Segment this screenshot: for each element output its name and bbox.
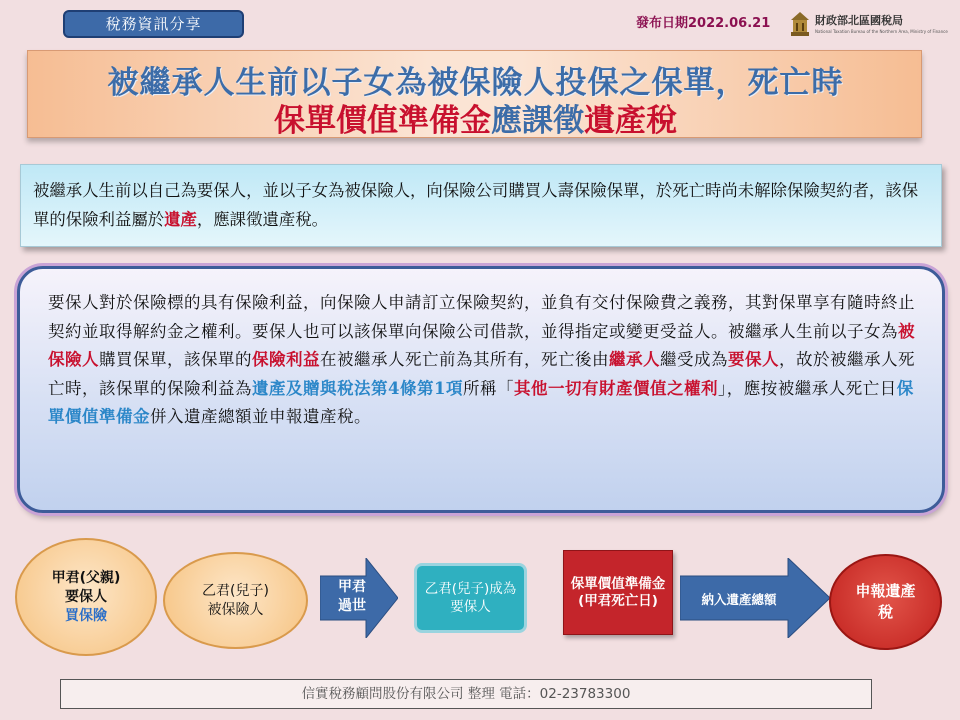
explanation-text: 要保人對於保險標的具有保險利益，向保險人申請訂立保險契約，並負有交付保險費之義務，其對保單享有隨時終止契約並取得解約金之權利。要保人也可以該保單向保險公司借款，並得指定或變更受益人。被繼承人生前以子女為	[48, 293, 915, 341]
explanation-text: 購買保單，該保單的	[99, 350, 252, 370]
flow-son-label: 乙君(兒子)	[202, 582, 269, 599]
flow-include-in-estate: 納入遺產總額	[701, 592, 777, 607]
flow-father-role: 要保人	[65, 588, 107, 605]
agency-name: 財政部北區國稅局	[815, 14, 903, 27]
intro-text-end: ，應課徵遺產稅。	[196, 210, 329, 229]
intro-highlight: 遺產	[164, 210, 197, 229]
title-line-1: 被繼承人生前以子女為被保險人投保之保單，死亡時	[107, 65, 844, 101]
explanation-text: ，故於被繼承人死亡時，該保單的保險利益為	[48, 350, 915, 398]
category-tag: 稅務資訊分享	[63, 10, 244, 38]
agency-name-en: National Taxation Bureau of the Northern Area, Ministry of Finance	[815, 29, 948, 34]
highlight-insured: 被保險人	[48, 321, 915, 370]
highlight-property-rights: 其他一切有財產價值之權利	[513, 378, 718, 398]
title-banner	[27, 50, 922, 138]
flow-father-policyholder	[15, 538, 157, 656]
highlight-law-article: 遺產及贈與稅法第4條第1項	[252, 378, 463, 398]
flow-father-action: 買保險	[65, 607, 107, 624]
flow-father-label: 甲君(父親)	[51, 569, 121, 586]
explanation-text: 併入遺產總額並申報遺產稅。	[150, 407, 371, 427]
title-highlight-reserve: 保單價值準備金	[274, 103, 491, 139]
flow-father-dies: 甲君過世	[338, 579, 366, 614]
flow-son-insured	[163, 552, 308, 649]
publish-date: 發布日期2022.06.21	[636, 16, 771, 31]
highlight-heir: 繼承人	[609, 350, 660, 370]
title-line-2	[28, 95, 923, 140]
intro-text: 被繼承人生前以自己為要保人，並以子女為被保險人，向保險公司購買人壽保險保單，於死亡時尚未解除保險契約者，該保單的保險利益屬於	[33, 181, 919, 229]
title-highlight-estate-tax: 遺產稅	[584, 103, 677, 139]
flow-file-estate-tax-label: 申報遺產稅	[855, 582, 916, 621]
flow-policy-reserve: 保單價值準備金(甲君死亡日)	[563, 550, 673, 635]
flow-file-estate-tax	[829, 554, 942, 650]
explanation-text: 在被繼承人死亡前為其所有，死亡後由	[320, 350, 609, 370]
explanation-box	[17, 266, 945, 513]
highlight-policyholder: 要保人	[728, 350, 779, 370]
intro-box	[20, 164, 942, 247]
footer-credit: 信實稅務顧問股份有限公司 整理 電話：02-23783300	[60, 679, 872, 709]
explanation-text: 繼受成為	[660, 350, 728, 370]
highlight-policy-reserve: 保單價值準備金	[48, 378, 914, 427]
explanation-text: 」，應按被繼承人死亡日	[717, 378, 897, 398]
flow-son-role: 被保險人	[207, 601, 264, 618]
flow-son-becomes-policyholder: 乙君(兒子)成為要保人	[414, 563, 527, 633]
explanation-text: 所稱「	[462, 378, 514, 398]
highlight-insurable-interest: 保險利益	[252, 350, 320, 370]
title-text: 應課徵	[491, 103, 584, 139]
tax-bureau-logo-icon	[787, 10, 813, 40]
